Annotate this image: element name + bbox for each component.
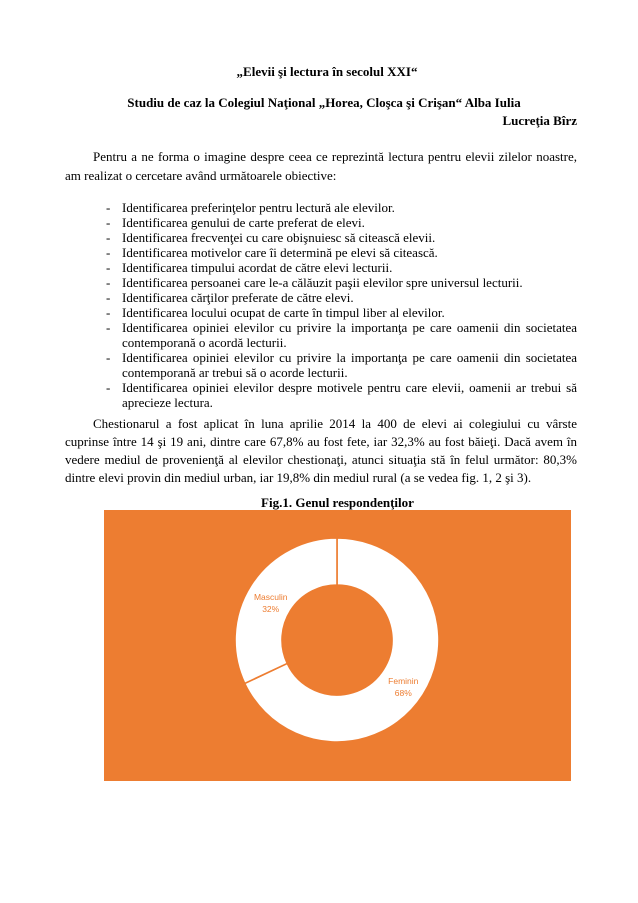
slice-label-masculin: Masculin <box>253 591 288 602</box>
list-bullet: - <box>106 215 111 230</box>
paragraph-line: dintre elevi provin din mediul urban, iar 19,8% din mediul rural (a se vedea fig. 1, 2 şi 3). <box>65 470 532 485</box>
list-item <box>106 230 577 245</box>
list-item <box>106 215 577 230</box>
intro-paragraph <box>65 147 577 185</box>
list-item-line: Identificarea genului de carte preferat de elevi. <box>122 215 365 230</box>
list-bullet: - <box>106 245 111 260</box>
slice-value-feminin: 68% <box>394 688 412 699</box>
document-subtitle: Studiu de caz la Colegiul Naţional „Horea, Cloşca şi Crişan“ Alba Iulia <box>127 95 521 110</box>
list-bullet: - <box>106 380 111 395</box>
list-item-line: Identificarea frecvenţei cu care obişnuiesc să citească elevii. <box>122 230 436 245</box>
list-item-line: Identificarea locului ocupat de carte în timpul liber al elevilor. <box>122 305 445 320</box>
list-item-line: Identificarea persoanei care le-a călăuzit paşii elevilor spre universul lecturii. <box>122 275 523 290</box>
list-item <box>106 290 577 305</box>
paragraph-line: cuprinse între 14 şi 19 ani, dintre care 67,8% au fost fete, iar 32,3% au fost băieţi. Dacă avem în <box>65 434 577 449</box>
list-bullet: - <box>106 350 111 365</box>
list-item <box>106 320 577 350</box>
list-item <box>106 245 577 260</box>
list-item-line: Identificarea motivelor care îi determină pe elevi să citească. <box>122 245 438 260</box>
list-bullet: - <box>106 260 111 275</box>
list-bullet: - <box>106 200 111 215</box>
list-item-line: Identificarea opiniei elevilor cu privire la importanţa pe care oamenii din societatea <box>122 320 577 335</box>
list-item-line: Identificarea opiniei elevilor despre motivele pentru care elevii, oamenii ar trebui să <box>122 380 577 395</box>
list-item <box>106 380 577 410</box>
gender-donut-chart <box>104 510 571 781</box>
slice-label-feminin: Feminin <box>388 676 419 687</box>
paragraph-line: vedere mediul de provenienţă al elevilor chestionaţi, atunci situaţia stă în felul următor: 80,3% <box>65 452 577 467</box>
list-item-text <box>122 380 577 410</box>
list-bullet: - <box>106 290 111 305</box>
chart-svg <box>104 510 571 781</box>
method-paragraph <box>65 415 577 487</box>
list-item-line: contemporană o acordă lecturii. <box>122 335 287 350</box>
list-item <box>106 260 577 275</box>
paragraph-line: Chestionarul a fost aplicat în luna aprilie 2014 la 400 de elevi ai colegiului cu vârste <box>93 416 577 431</box>
list-item-text <box>122 290 577 305</box>
list-item-line: Identificarea timpului acordat de către elevi lecturii. <box>122 260 393 275</box>
list-bullet: - <box>106 320 111 335</box>
list-item <box>106 200 577 215</box>
list-item-text <box>122 215 577 230</box>
list-item <box>106 350 577 380</box>
list-item <box>106 275 577 290</box>
list-item-line: aprecieze lectura. <box>122 395 213 410</box>
list-item-text <box>122 245 577 260</box>
list-bullet: - <box>106 305 111 320</box>
list-bullet: - <box>106 230 111 245</box>
list-item-text <box>122 275 577 290</box>
author-name: Lucreţia Bîrz <box>502 113 577 128</box>
objectives-list <box>106 200 577 410</box>
list-item-text <box>122 230 577 245</box>
list-item-line: Identificarea preferinţelor pentru lectură ale elevilor. <box>122 200 395 215</box>
list-item-text <box>122 200 577 215</box>
paragraph-line: Pentru a ne forma o imagine despre ceea ce reprezintă lectura pentru elevii zilelor noastre, <box>93 149 577 164</box>
list-bullet: - <box>106 275 111 290</box>
paragraph-line: am realizat o cercetare având următoarele obiective: <box>65 168 337 183</box>
document-title: „Elevii şi lectura în secolul XXI“ <box>236 64 418 79</box>
list-item-line: Identificarea opiniei elevilor cu privire la importanţa pe care oamenii din societatea <box>122 350 577 365</box>
list-item-text <box>122 350 577 380</box>
slice-value-masculin: 32% <box>262 603 280 614</box>
list-item-text <box>122 260 577 275</box>
list-item <box>106 305 577 320</box>
figure-caption: Fig.1. Genul respondenţilor <box>261 495 414 510</box>
list-item-text <box>122 305 577 320</box>
list-item-line: contemporană ar trebui să o acorde lecturii. <box>122 365 348 380</box>
list-item-line: Identificarea cărţilor preferate de către elevi. <box>122 290 354 305</box>
list-item-text <box>122 320 577 350</box>
